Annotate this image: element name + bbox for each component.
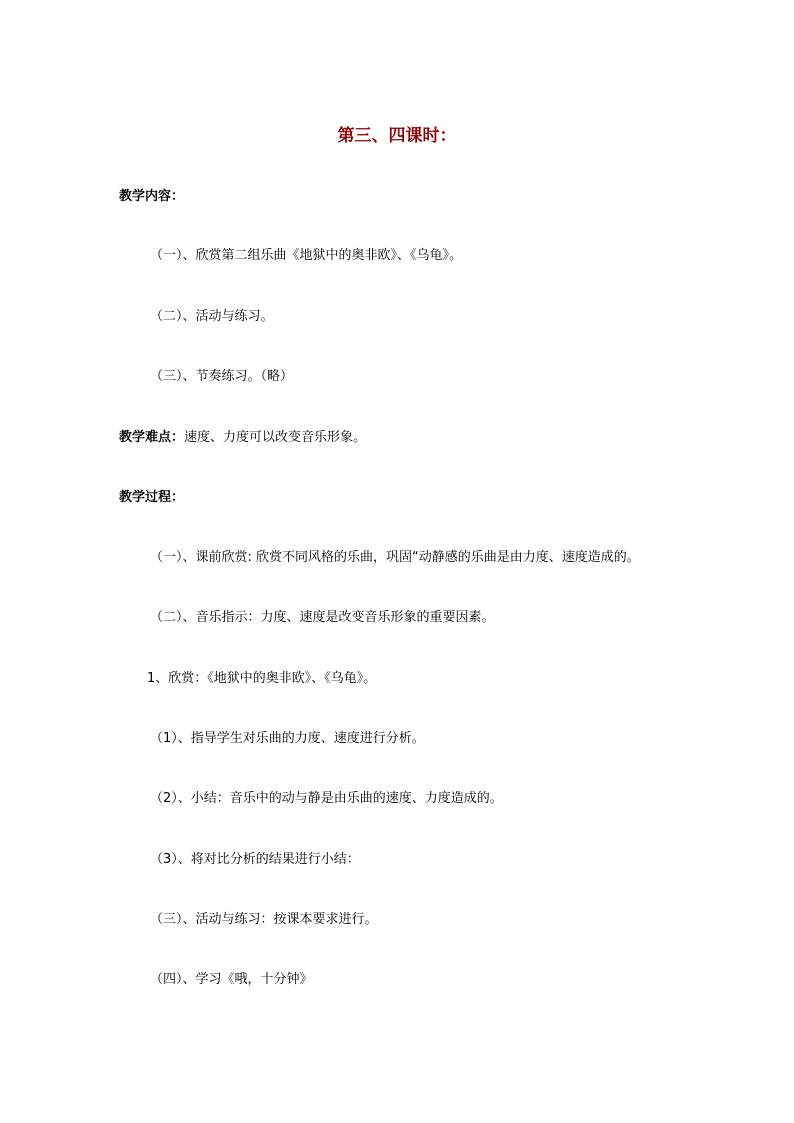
- process-item: （四）、学习《哦，十分钟》: [150, 972, 313, 987]
- content-item: （一）、欣赏第二组乐曲《地狱中的奥非欧》、《乌龟》。: [150, 248, 463, 263]
- content-heading: 教学内容：: [119, 189, 185, 204]
- process-item: 1、欣赏：《地狱中的奥非欧》、《乌龟》。: [147, 671, 377, 686]
- process-item: （三）、活动与练习：按课本要求进行。: [150, 912, 378, 927]
- process-item: （3）、将对比分析的结果进行小结：: [150, 852, 360, 867]
- difficulty-label: 教学难点：: [119, 430, 185, 445]
- content-item: （二）、活动与练习。: [150, 309, 274, 324]
- process-item: （1）、指导学生对乐曲的力度、速度进行分析。: [150, 731, 425, 746]
- page-title: 第三、四课时：: [337, 126, 457, 146]
- process-heading: 教学过程：: [119, 490, 185, 505]
- process-item: （一）、课前欣赏: 欣赏不同风格的乐曲，巩固“动静感的乐曲是由力度、速度造成的。: [150, 550, 640, 565]
- difficulty-paragraph: [119, 430, 366, 446]
- content-item: （三）、节奏练习。（略）: [150, 369, 294, 384]
- difficulty-text: 速度、力度可以改变音乐形象。: [184, 430, 367, 445]
- process-item: （2）、小结：音乐中的动与静是由乐曲的速度、力度造成的。: [150, 791, 503, 806]
- process-item: （二）、音乐指示：力度、速度是改变音乐形象的重要因素。: [150, 610, 495, 625]
